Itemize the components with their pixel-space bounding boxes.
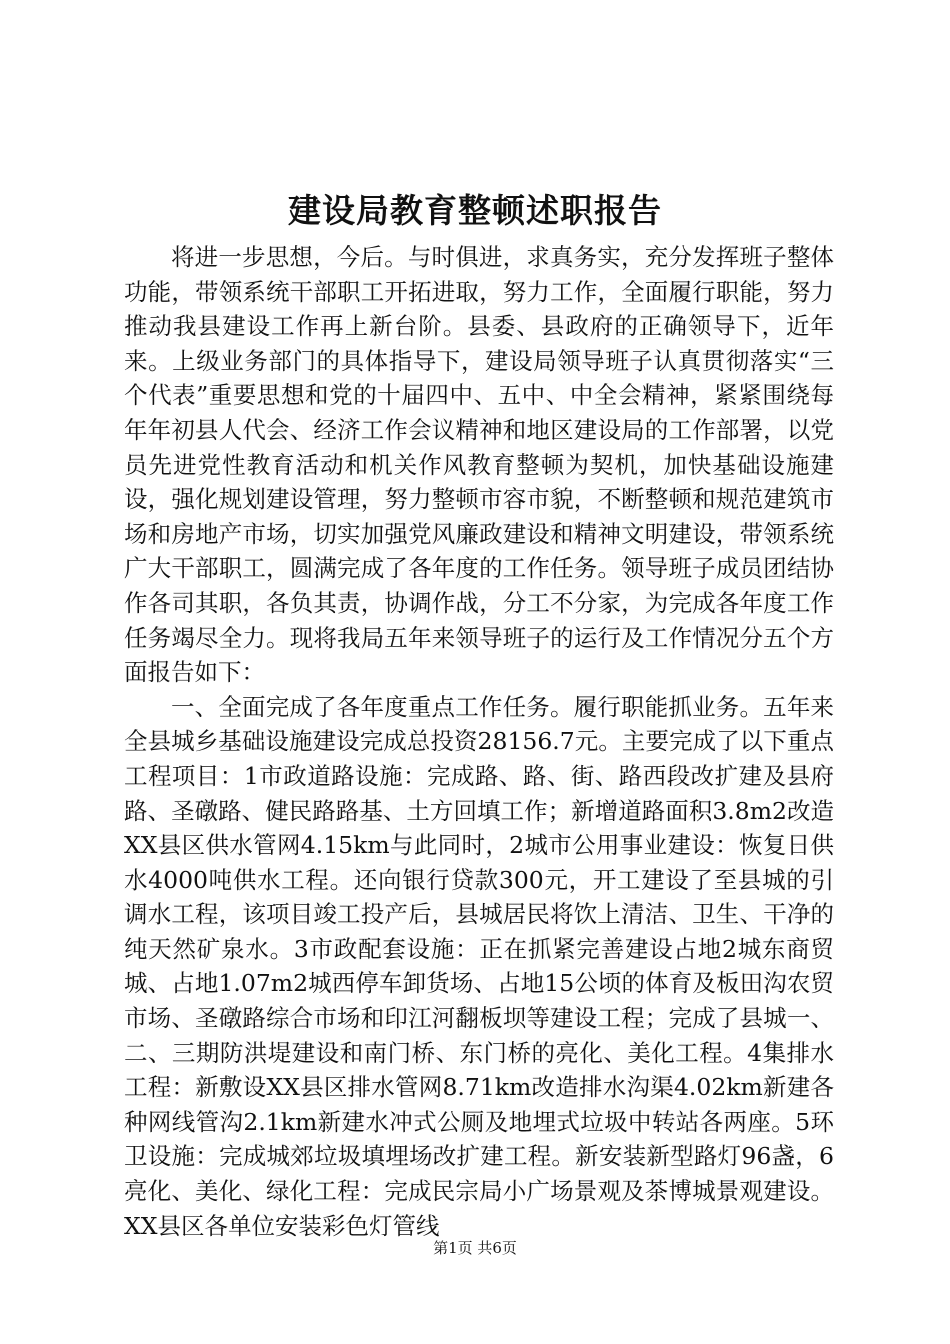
document-title: 建设局教育整顿述职报告 (288, 191, 662, 230)
paragraph-intro: 将进一步思想，今后。与时俱进，求真务实，充分发挥班子整体功能，带领系统干部职工开拓进取，努力工作，全面履行职能，努力推动我县建设工作再上新台阶。县委、县政府的正确领导下，近年来。上级业务部门的具体指导下，建设局领导班子认真贯彻落实“三个代表”重要思想和党的十届四中、五中、中全会精神，紧紧围绕每年年初县人代会、经济工作会议精神和地区建设局的工作部署，以党员先进党性教育活动和机关作风教育整顿为契机，加快基础设施建设，强化规划建设管理，努力整顿市容市貌，不断整顿和规范建筑市场和房地产市场，切实加强党风廉政建设和精神文明建设，带领系统广大干部职工，圆满完成了各年度的工作任务。领导班子成员团结协作各司其职，各负其责，协调作战，分工不分家，为完成各年度工作任务竭尽全力。现将我局五年来领导班子的运行及工作情况分五个方面报告如下： (124, 243, 834, 687)
document-body (124, 240, 834, 1243)
paragraph-section-one: 一、全面完成了各年度重点工作任务。履行职能抓业务。五年来全县城乡基础设施建设完成总投资28156.7元。主要完成了以下重点工程项目：1市政道路设施：完成路、路、街、路西段改扩建及县府路、圣礅路、健民路路基、土方回填工作；新增道路面积3.8m2改造XX县区供水管网4.15km与此同时，2城市公用事业建设：恢复日供水4000吨供水工程。还向银行贷款300元，开工建设了至县城的引调水工程，该项目竣工投产后，县城居民将饮上清洁、卫生、干净的纯天然矿泉水。3市政配套设施：正在抓紧完善建设占地2城东商贸城、占地1.07m2城西停车卸货场、占地15公顷的体育及板田沟农贸市场、圣礅路综合市场和印江河翻板坝等建设工程；完成了县城一、二、三期防洪堤建设和南门桥、东门桥的亮化、美化工程。4集排水工程：新敷设XX县区排水管网8.71km改造排水沟渠4.02km新建各种网线管沟2.1km新建水冲式公厕及地埋式垃圾中转站各两座。5环卫设施：完成城郊垃圾填埋场改扩建工程。新安装新型路灯96盏，6亮化、美化、绿化工程：完成民宗局小广场景观及茶博城景观建设。XX县区各单位安装彩色灯管线 (124, 692, 834, 1240)
page-footer: 第1页 共6页 (433, 1239, 517, 1257)
